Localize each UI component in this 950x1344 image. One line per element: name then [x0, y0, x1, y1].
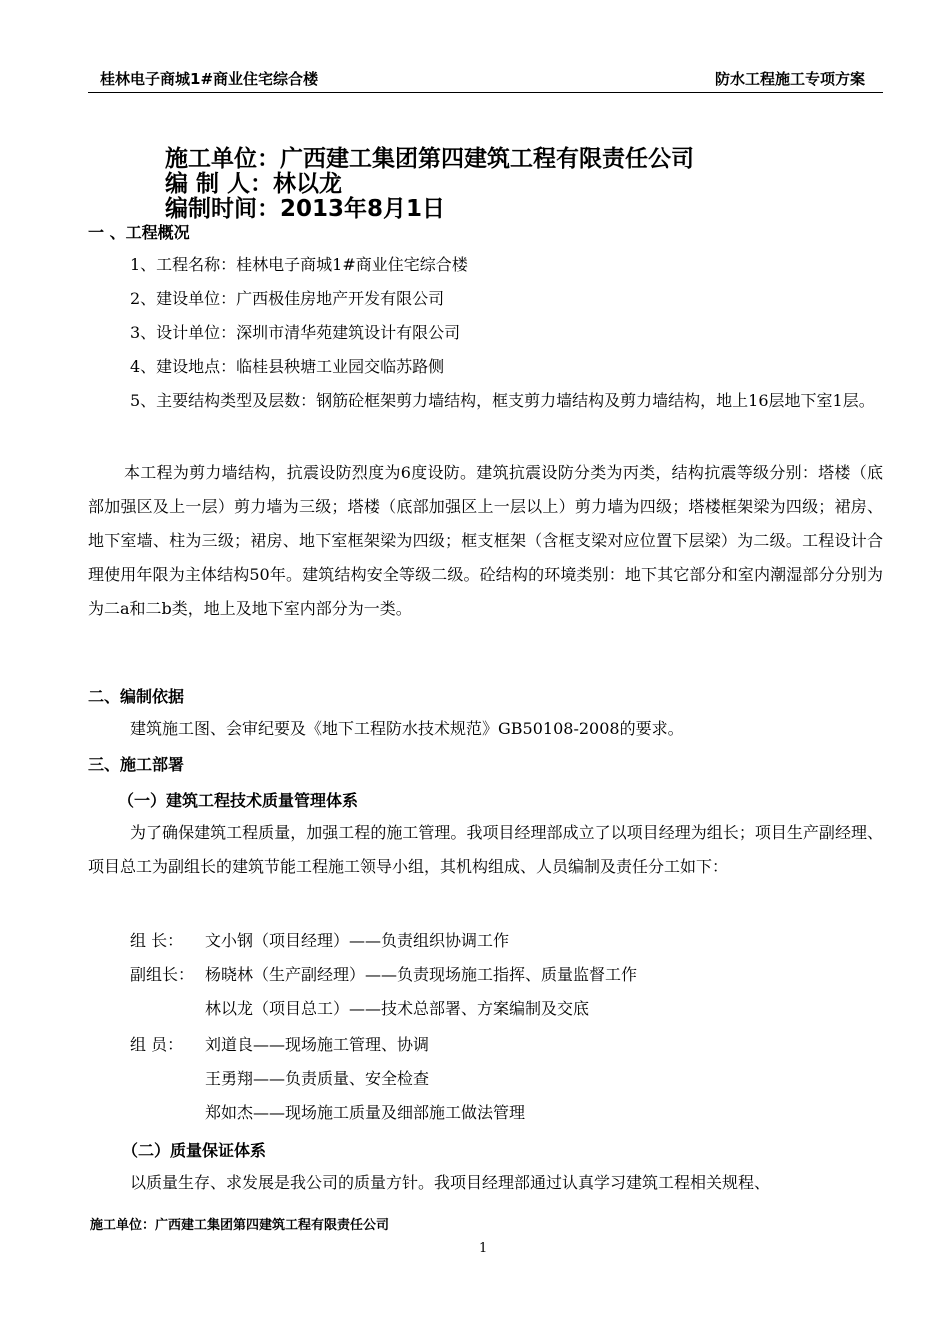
team-deputy-label: 副组长： [130, 965, 195, 984]
construction-unit-title: 施工单位：广西建工集团第四建筑工程有限责任公司 [165, 146, 694, 172]
team-member: 刘道良——现场施工管理、协调 [205, 1035, 430, 1054]
team-leader: 文小钢（项目经理）——负责组织协调工作 [205, 931, 510, 950]
project-info-item: 3、设计单位：深圳市清华苑建筑设计有限公司 [130, 323, 461, 342]
section-3-heading: 三、施工部署 [88, 755, 185, 774]
header-rule [88, 92, 883, 93]
overview-paragraph: 本工程为剪力墙结构，抗震设防烈度为6度设防。建筑抗震设防分类为丙类，结构抗震等级分别：塔楼（底部加强区及上一层）剪力墙为三级；塔楼（底部加强区上一层以上）剪力墙为四级；塔楼框架梁为四级；裙房、地下室墙、柱为三级；裙房、地下室框架梁为四级；框支框架（含框支梁对应位置下层梁）为二级。工程设计合理使用年限为主体结构50年。建筑结构安全等级二级。砼结构的环境类别：地下其它部分和室内潮湿部分分别为为二a和二b类，地上及地下室内部分为一类。 [88, 463, 883, 618]
page-number: 1 [479, 1241, 488, 1256]
project-info-item: 4、建设地点：临桂县秧塘工业园交临苏路侧 [130, 357, 445, 376]
section-2-heading: 二、编制依据 [88, 687, 185, 706]
quality-paragraph: 以质量生存、求发展是我公司的质量方针。我项目经理部通过认真学习建筑工程相关规程、 [130, 1173, 771, 1192]
header-left-title: 桂林电子商城1#商业住宅综合楼 [100, 70, 319, 88]
subsection-quality-management: （一）建筑工程技术质量管理体系 [118, 791, 359, 810]
team-member: 王勇翔——负责质量、安全检查 [205, 1069, 430, 1088]
header-right-title: 防水工程施工专项方案 [715, 70, 866, 88]
team-deputy: 林以龙（项目总工）——技术总部署、方案编制及交底 [205, 999, 590, 1018]
team-deputy: 杨晓林（生产副经理）——负责现场施工指挥、质量监督工作 [205, 965, 638, 984]
subsection-quality-assurance: （二）质量保证体系 [122, 1141, 267, 1160]
section-1-heading: 一 、工程概况 [88, 223, 190, 242]
project-info-item: 2、建设单位：广西极佳房地产开发有限公司 [130, 289, 445, 308]
team-leader-label: 组 长： [130, 931, 184, 950]
footer-company: 施工单位：广西建工集团第四建筑工程有限责任公司 [90, 1218, 390, 1233]
team-member: 郑如杰——现场施工质量及细部施工做法管理 [205, 1103, 526, 1122]
author-line: 编 制 人：林以龙 [165, 171, 343, 197]
date-line: 编制时间：2013年8月1日 [165, 196, 446, 222]
basis-paragraph: 建筑施工图、会审纪要及《地下工程防水技术规范》GB50108-2008的要求。 [130, 719, 684, 738]
team-member-label: 组 员： [130, 1035, 184, 1054]
project-info-item: 1、工程名称：桂林电子商城1#商业住宅综合楼 [130, 255, 468, 274]
management-paragraph: 为了确保建筑工程质量，加强工程的施工管理。我项目经理部成立了以项目经理为组长；项目生产副经理、项目总工为副组长的建筑节能工程施工领导小组，其机构组成、人员编制及责任分工如下： [88, 823, 883, 876]
structure-type-item: 5、主要结构类型及层数：钢筋砼框架剪力墙结构，框支剪力墙结构及剪力墙结构，地上16层地下室1层。 [130, 391, 875, 410]
